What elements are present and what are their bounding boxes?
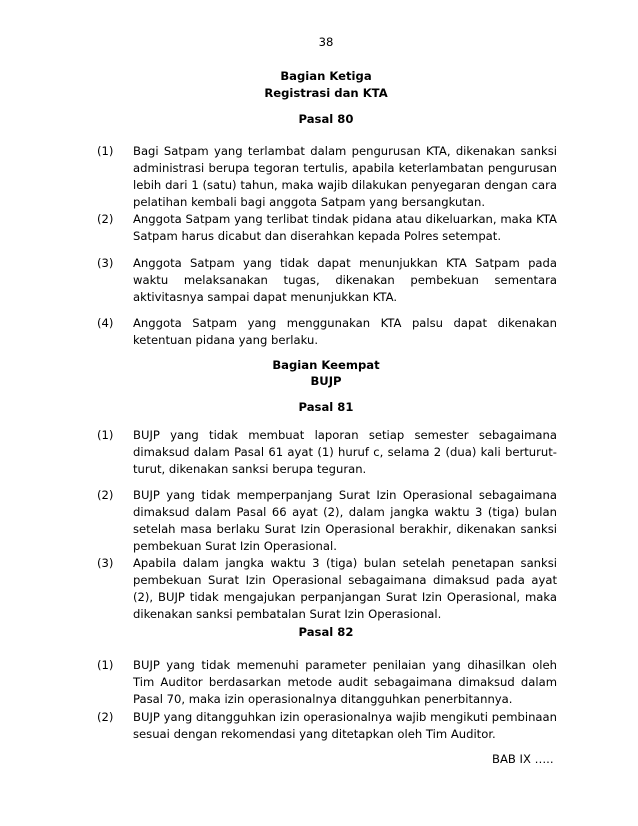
pasal-82-item-2-text: BUJP yang ditangguhkan izin operasionalnya wajib mengikuti pembinaan sesuai dengan rekomendasi yang ditetapkan oleh Tim Auditor.	[133, 710, 557, 741]
pasal-81-title: Pasal 81	[298, 400, 354, 414]
pasal-80-item-4-number: (4)	[97, 316, 114, 330]
page-number: 38	[318, 35, 334, 49]
pasal-80-item-2-text: Anggota Satpam yang terlibat tindak pidana atau dikeluarkan, maka KTA Satpam harus dicabut dan diserahkan kepada Polres setempat.	[133, 212, 557, 243]
pasal-81-item-2-number: (2)	[97, 488, 114, 502]
section-heading-bagian-ketiga: Bagian Ketiga	[280, 69, 372, 83]
pasal-81-item-1-text: BUJP yang tidak membuat laporan setiap semester sebagaimana dimaksud dalam Pasal 61 ayat (1) huruf c, selama 2 (dua) kali berturut-turut, dikenakan sanksi berupa teguran.	[133, 428, 557, 476]
pasal-82-title: Pasal 82	[298, 625, 354, 639]
pasal-82-item-1-number: (1)	[97, 658, 114, 672]
pasal-82-item-2-number: (2)	[97, 710, 114, 724]
pasal-80-item-4-text: Anggota Satpam yang menggunakan KTA palsu dapat dikenakan ketentuan pidana yang berlaku.	[133, 316, 557, 347]
pasal-81-item-1-number: (1)	[97, 428, 114, 442]
pasal-80-item-1-number: (1)	[97, 144, 114, 158]
pasal-80-item-3-text: Anggota Satpam yang tidak dapat menunjukkan KTA Satpam pada waktu melaksanakan tugas, dikenakan pembekuan sementara aktivitasnya sampai dapat menunjukkan KTA.	[133, 256, 557, 304]
section-subheading-registrasi: Registrasi dan KTA	[264, 86, 388, 100]
pasal-80-item-2-number: (2)	[97, 212, 114, 226]
pasal-81-item-3-text: Apabila dalam jangka waktu 3 (tiga) bulan setelah penetapan sanksi pembekuan Surat Izin Operasional sebagaimana dimaksud pada ayat (2), BUJP tidak mengajukan perpanjangan Surat Izin Operasional, maka dikenakan sanksi pembatalan Surat Izin Operasional.	[133, 556, 557, 621]
pasal-81-item-2-text: BUJP yang tidak memperpanjang Surat Izin Operasional sebagaimana dimaksud dalam Pasal 66 ayat (2), dalam jangka waktu 3 (tiga) bulan setelah masa berlaku Surat Izin Operasional berakhir, dikenakan sanksi pembekuan Surat Izin Operasional.	[133, 488, 557, 553]
footer-next-chapter: BAB IX …..	[492, 752, 554, 766]
section-subheading-bujp: BUJP	[310, 374, 342, 388]
pasal-81-item-3-number: (3)	[97, 556, 114, 570]
pasal-80-item-1-text: Bagi Satpam yang terlambat dalam pengurusan KTA, dikenakan sanksi administrasi berupa tegoran tertulis, apabila keterlambatan pengurusan lebih dari 1 (satu) tahun, maka wajib dilakukan penyegaran dengan cara pelatihan kembali bagi anggota Satpam yang bersangkutan.	[133, 144, 557, 209]
pasal-82-item-1-text: BUJP yang tidak memenuhi parameter penilaian yang dihasilkan oleh Tim Auditor berdasarkan metode audit sebagaimana dimaksud dalam Pasal 70, maka izin operasionalnya ditangguhkan penerbitannya.	[133, 658, 557, 706]
section-heading-bagian-keempat: Bagian Keempat	[272, 358, 380, 372]
pasal-80-title: Pasal 80	[298, 112, 354, 126]
pasal-80-item-3-number: (3)	[97, 256, 114, 270]
